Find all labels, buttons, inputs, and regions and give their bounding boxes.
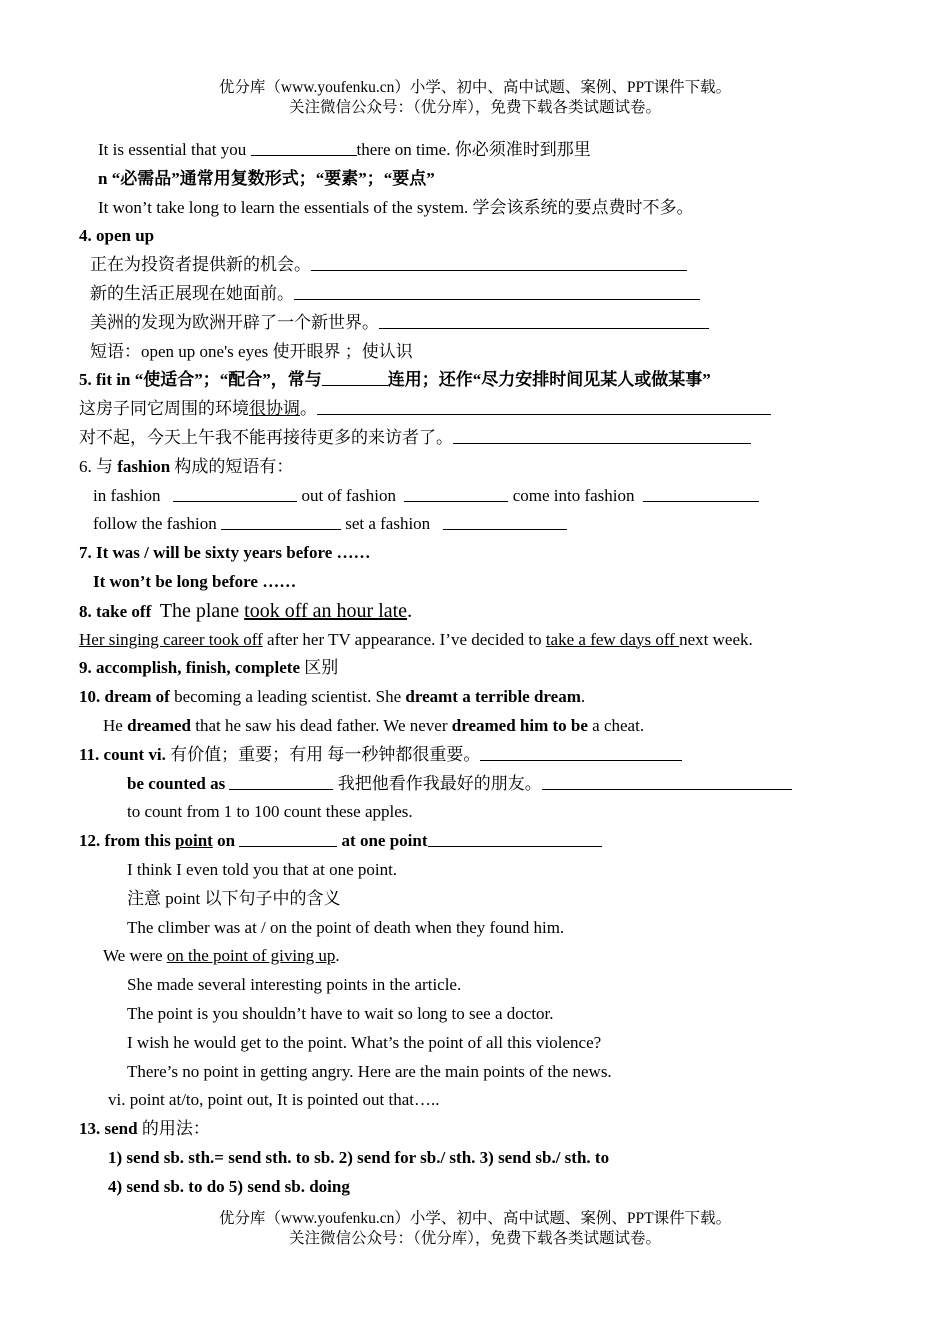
blank: [443, 511, 567, 530]
blank: [221, 511, 341, 530]
blank: [239, 828, 337, 847]
s12-example-6: I wish he would get to the point. What’s the point of all this violence?: [127, 1032, 602, 1052]
s12-example-7: There’s no point in getting angry. Here are the main points of the news.: [127, 1061, 612, 1081]
blank: [229, 771, 333, 790]
blank: [404, 483, 508, 502]
answer-blank: [453, 425, 751, 444]
s6-phrases-row-2: follow the fashion set a fashion: [79, 510, 869, 539]
s9-title: 9. accomplish, finish, complete 区别: [79, 658, 339, 678]
s12-example-4: She made several interesting points in the article.: [127, 975, 462, 995]
blank: [173, 483, 297, 502]
s4-question-2: 新的生活正展现在她面前。: [79, 280, 869, 309]
answer-blank: [542, 771, 792, 790]
s4-title: 4. open up: [79, 226, 155, 246]
s12-example-1: I think I even told you that at one point.: [127, 859, 398, 879]
s5-question-2: 对不起，今天上午我不能再接待更多的来访者了。: [79, 424, 869, 453]
s3-noun-usage: n “必需品”通常用复数形式；“要素”；“要点”: [98, 168, 435, 188]
s8-example-2: Her singing career took off after her TV appearance. I’ve decided to take a few days off next week.: [79, 629, 753, 649]
s11-be-counted: be counted as 我把他看作我最好的朋友。: [79, 770, 869, 799]
footer-line-1: 优分库（www.youfenku.cn）小学、初中、高中试题、案例、PPT课件下载。: [218, 1210, 732, 1227]
s13-line-1: 1) send sb. sth.= send sth. to sb. 2) send for sb./ sth. 3) send sb./ sth. to: [108, 1147, 610, 1167]
s6-phrases-row-1: in fashion out of fashion come into fashion: [79, 482, 869, 511]
s12-title: 12. from this point on at one point: [79, 827, 869, 856]
blank: [251, 137, 357, 156]
footer-line-2: 关注微信公众号：（优分库），免费下载各类试题试卷。: [288, 1230, 661, 1247]
s4-question-1: 正在为投资者提供新的机会。: [79, 251, 869, 280]
answer-blank: [317, 396, 771, 415]
s4-question-3: 美洲的发现为欧洲开辟了一个新世界。: [79, 309, 869, 338]
answer-blank: [311, 252, 687, 271]
s7-line-1: 7. It was / will be sixty years before ……: [79, 543, 371, 563]
answer-blank: [294, 281, 700, 300]
blank: [643, 483, 759, 502]
s11-example: to count from 1 to 100 count these apples.: [127, 802, 413, 822]
header-line-1: 优分库（www.youfenku.cn）小学、初中、高中试题、案例、PPT课件下载。: [218, 79, 732, 96]
answer-blank: [480, 742, 682, 761]
header-line-2: 关注微信公众号：（优分库），免费下载各类试题试卷。: [288, 99, 661, 116]
blank: [428, 828, 602, 847]
s5-question-1: 这房子同它周围的环境很协调。: [79, 395, 869, 424]
s5-title: 5. fit in “使适合”；“配合”，常与 连用；还作“尽力安排时间见某人或做某事”: [79, 366, 869, 395]
s12-example-2: The climber was at / on the point of death when they found him.: [127, 917, 565, 937]
s10-line-1: 10. dream of becoming a leading scientist. She dreamt a terrible dream.: [79, 687, 586, 707]
answer-blank: [379, 310, 709, 329]
s11-title: 11. count vi. 有价值；重要；有用 每一秒钟都很重要。: [79, 741, 869, 770]
blank: [322, 367, 388, 386]
s3-example-1: It is essential that you there on time. 你必须准时到那里: [79, 136, 869, 165]
page-header: [0, 78, 950, 118]
s12-note: 注意 point 以下句子中的含义: [127, 888, 341, 908]
s12-example-3: We were on the point of giving up.: [103, 946, 340, 966]
s4-phrase: 短语：open up one's eyes 使开眼界 ；使认识: [90, 341, 413, 361]
s10-line-2: He dreamed that he saw his dead father. We never dreamed him to be a cheat.: [103, 715, 645, 735]
s8-title: 8. take off The plane took off an hour late.: [79, 599, 413, 622]
s13-title: 13. send 的用法：: [79, 1119, 210, 1139]
s13-line-2: 4) send sb. to do 5) send sb. doing: [108, 1176, 350, 1196]
s3-example-2: It won’t take long to learn the essentials of the system. 学会该系统的要点费时不多。: [98, 197, 694, 217]
s6-title: 6. 与 fashion 构成的短语有：: [79, 456, 294, 476]
page-footer: [0, 1209, 950, 1249]
s7-line-2: It won’t be long before ……: [93, 571, 297, 591]
s12-example-5: The point is you shouldn’t have to wait so long to see a doctor.: [127, 1003, 554, 1023]
document-body: [79, 136, 869, 1201]
s12-vi-usage: vi. point at/to, point out, It is pointed out that…..: [108, 1090, 440, 1110]
